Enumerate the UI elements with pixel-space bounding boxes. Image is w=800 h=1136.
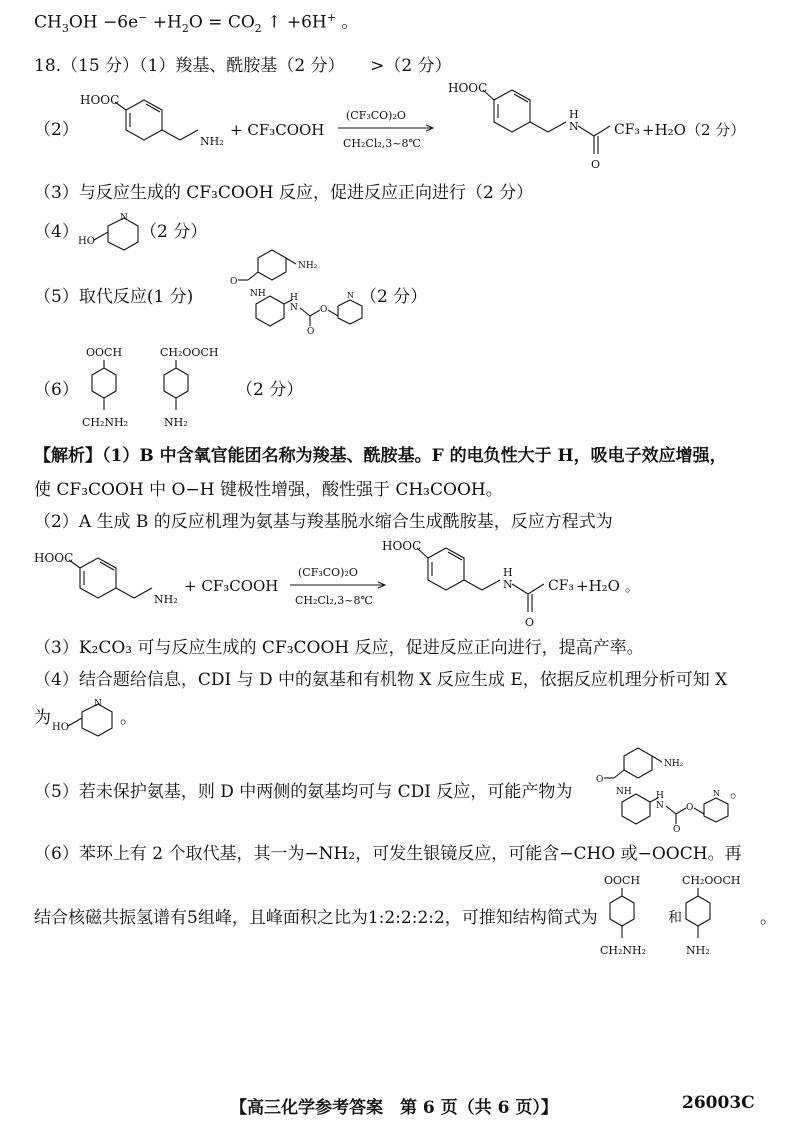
analysis-p3: （3）K₂CO₃ 可与反应生成的 CF₃COOH 反应，促进反应正向进行，提高产率。 — [34, 638, 644, 658]
analysis-h2o: +H₂O 。 — [576, 577, 640, 595]
q6-structure-b — [150, 344, 240, 436]
svg-text:N: N — [503, 578, 513, 591]
analysis-p2: （2）A 生成 B 的反应机理为氨基与羧基脱水缩合生成酰胺基，反应方程式为 — [34, 512, 613, 532]
svg-text:NH₂: NH₂ — [686, 944, 710, 957]
svg-text:CH₂NH₂: CH₂NH₂ — [82, 416, 129, 429]
svg-text:OOCH: OOCH — [604, 874, 641, 887]
svg-text:N: N — [713, 789, 720, 798]
svg-text:NH₂: NH₂ — [164, 416, 188, 429]
analysis-p6b-end: 。 — [760, 908, 777, 928]
svg-text:CH₂NH₂: CH₂NH₂ — [600, 944, 647, 957]
svg-text:HO: HO — [52, 722, 69, 733]
q5-score: （2 分） — [360, 287, 428, 307]
q2-score: +H₂O（2 分） — [642, 121, 746, 139]
q18-header: 18.（15 分）（1）羧基、酰胺基（2 分） >（2 分） — [34, 56, 452, 76]
product-cf3: CF₃ — [614, 122, 641, 138]
analysis-reagent-below: CH₂Cl₂,3~8℃ — [295, 594, 373, 607]
svg-text:O: O — [307, 327, 315, 337]
analysis-x-structure — [52, 696, 122, 736]
footer-page-info: 【高三化学参考答案 第 6 页（共 6 页）】 — [230, 1098, 558, 1118]
analysis-he: 和 — [668, 910, 682, 926]
svg-text:N: N — [656, 801, 664, 811]
analysis-p4b-end: 。 — [120, 708, 137, 728]
analysis-p5-end: 。 — [730, 782, 747, 802]
q6-structure-a — [78, 344, 148, 436]
svg-text:O: O — [591, 158, 601, 171]
analysis-p4b: 为 — [34, 708, 51, 728]
svg-text:H: H — [290, 293, 298, 303]
svg-text:O: O — [525, 616, 535, 629]
q2-label: （2） — [34, 120, 79, 140]
reagent-below: CH₂Cl₂,3~8℃ — [343, 137, 421, 150]
svg-text:NH: NH — [250, 289, 266, 299]
svg-text:HOOC: HOOC — [80, 93, 120, 107]
svg-text:NH₂: NH₂ — [664, 759, 684, 769]
analysis-plus-cf3cooh: + CF₃COOH — [184, 577, 279, 595]
analysis-p1a: 【解析】（1）B 中含氧官能团名称为羧基、酰胺基。F 的电负性大于 H，吸电子效应增强， — [34, 446, 727, 466]
svg-text:H: H — [569, 108, 579, 121]
svg-text:HO: HO — [78, 236, 95, 247]
svg-text:O: O — [230, 277, 238, 287]
x-structure — [78, 210, 148, 250]
svg-text:NH: NH — [616, 787, 632, 797]
analysis-q6-structure-b — [672, 872, 772, 964]
q5-label: （5）取代反应(1 分) — [34, 287, 194, 307]
svg-text:N: N — [94, 699, 102, 709]
svg-text:N: N — [347, 291, 354, 300]
svg-text:N: N — [290, 303, 298, 313]
svg-text:N: N — [569, 120, 579, 133]
svg-text:O: O — [673, 825, 681, 835]
svg-text:OOCH: OOCH — [86, 346, 123, 359]
analysis-p1b: 使 CF₃COOH 中 O−H 键极性增强，酸性强于 CH₃COOH。 — [34, 480, 503, 500]
q4-score: （2 分） — [140, 222, 208, 242]
svg-text:H: H — [656, 791, 664, 801]
analysis-q6-structure-a — [596, 872, 676, 964]
analysis-cf3: CF₃ — [548, 578, 575, 594]
svg-text:NH₂: NH₂ — [154, 593, 178, 606]
svg-text:CH₂OOCH: CH₂OOCH — [160, 346, 219, 359]
plus-cf3cooh: + CF₃COOH — [230, 121, 325, 139]
footer-code: 26003C — [682, 1093, 755, 1113]
q4-label: （4） — [34, 222, 79, 242]
svg-text:HOOC: HOOC — [382, 539, 422, 553]
reaction-arrow — [338, 124, 438, 132]
svg-text:H: H — [503, 566, 513, 579]
analysis-q5-structure — [596, 748, 736, 835]
analysis-p6b: 结合核磁共振氢谱有5组峰，且峰面积之比为1:2:2:2:2，可推知结构简式为 — [34, 908, 598, 928]
analysis-p6a: （6）苯环上有 2 个取代基，其一为−NH₂，可发生银镜反应，可能含−CHO 或−OOCH。再 — [34, 844, 742, 864]
q6-score: （2 分） — [236, 380, 304, 400]
svg-text:CH₂OOCH: CH₂OOCH — [682, 874, 741, 887]
svg-text:NH₂: NH₂ — [200, 135, 224, 148]
svg-text:NH₂: NH₂ — [298, 261, 318, 271]
svg-text:O: O — [596, 775, 604, 785]
svg-text:HOOC: HOOC — [34, 551, 74, 565]
analysis-reagent-above: (CF₃CO)₂O — [298, 566, 358, 579]
svg-text:N: N — [120, 213, 128, 223]
q3-answer: （3）与反应生成的 CF₃COOH 反应，促进反应正向进行（2 分） — [34, 183, 534, 203]
analysis-arrow — [290, 581, 390, 589]
q5-structure — [230, 250, 370, 337]
top-equation: $CH_3OH -6e^- +H_2O = CO_2$ ↑ +6H+ 。 — [34, 11, 359, 36]
reagent-above: (CF₃CO)₂O — [346, 109, 406, 122]
svg-text:HOOC: HOOC — [448, 81, 488, 95]
svg-text:O: O — [320, 305, 328, 315]
analysis-reactant — [34, 548, 194, 618]
analysis-p5: （5）若未保护氨基，则 D 中两侧的氨基均可与 CDI 反应，可能产物为 — [34, 782, 573, 802]
svg-text:O: O — [686, 803, 694, 813]
reactant-structure — [80, 90, 240, 160]
analysis-p4a: （4）结合题给信息，CDI 与 D 中的氨基和有机物 X 反应生成 E，依据反应机理分析可知 X — [34, 670, 728, 690]
q6-label: （6） — [34, 380, 79, 400]
